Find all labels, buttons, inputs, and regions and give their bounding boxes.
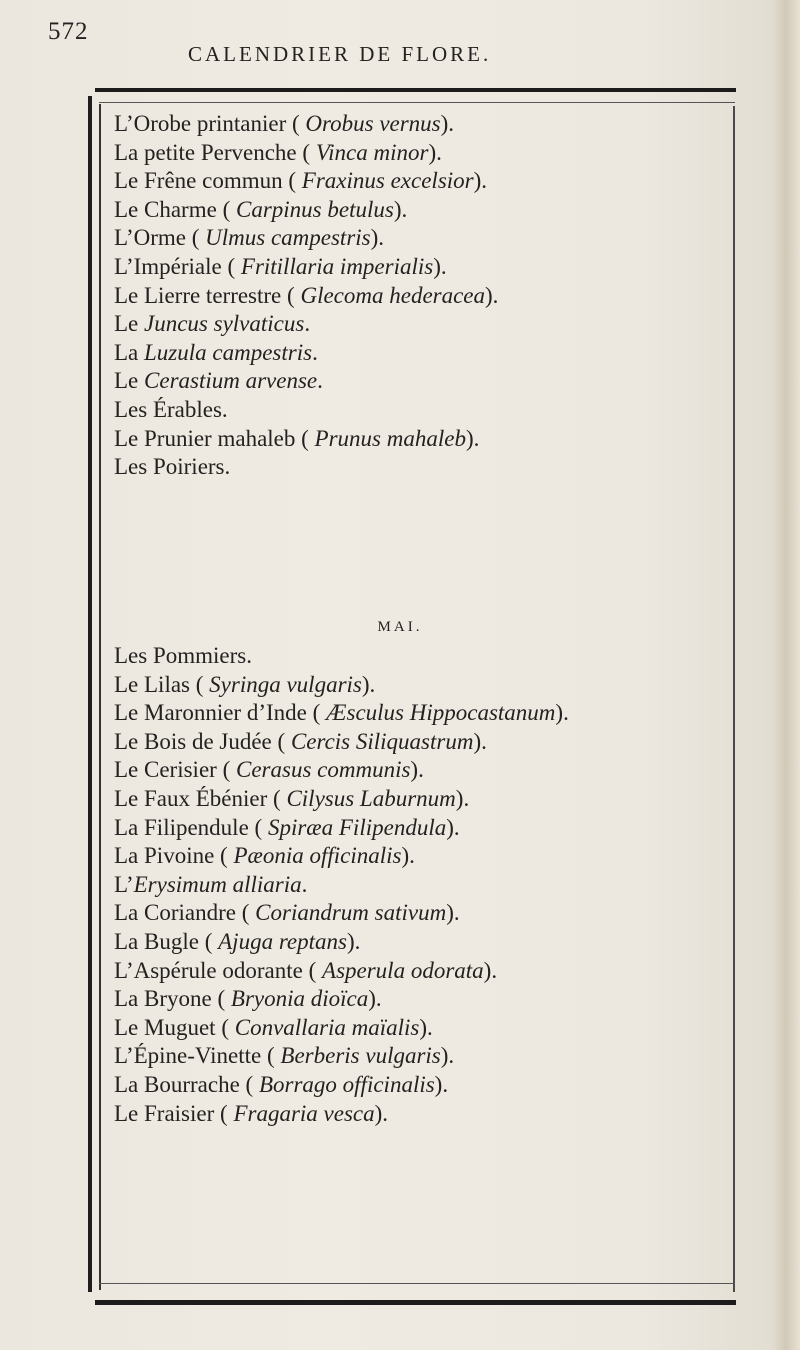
plant-entry: Le Charme ( Carpinus betulus). (114, 196, 408, 222)
entry-punctuation: ). (446, 900, 460, 926)
latin-name: Prunus mahaleb (314, 425, 466, 451)
plant-entry (114, 310, 498, 339)
common-name: La Filipendule (114, 814, 249, 840)
plant-entry: Le Frêne commun ( Fraxinus excelsior). (114, 168, 488, 194)
latin-name: Bryonia dioïca (230, 986, 369, 1012)
latin-name: Carpinus betulus (236, 196, 394, 222)
frame-rule-left-inner (99, 104, 101, 1290)
common-name: La Bryone (114, 986, 212, 1012)
plant-entry: La Coriandre ( Coriandrum sativum). (114, 900, 460, 926)
common-name: Le Lilas (114, 671, 190, 697)
common-name: L’Orobe printanier (114, 111, 287, 136)
plant-entry (114, 453, 498, 482)
entry-punctuation: . (317, 368, 323, 394)
entry-punctuation: . (304, 311, 311, 337)
common-name: L’Impériale (114, 253, 222, 279)
common-name: Le Frêne commun (114, 168, 283, 194)
april-plant-list (114, 110, 498, 482)
plant-entry: Le Fraisier ( Fragaria vesca). (114, 1100, 389, 1126)
frame-rule-top-inner (99, 102, 735, 103)
latin-name: Fritillaria imperialis (240, 253, 434, 279)
latin-name: Luzula campestris (144, 339, 313, 365)
entry-punctuation: ). (433, 253, 447, 279)
plant-entry: Le Lilas ( Syringa vulgaris). (114, 671, 376, 697)
latin-name: Berberis vulgaris (280, 1043, 441, 1069)
plant-entry (114, 339, 498, 368)
latin-name: Pæonia officinalis (233, 843, 402, 869)
plant-entry: La petite Pervenche ( Vinca minor). (114, 139, 442, 165)
common-name: L’Aspérule odorante (114, 957, 303, 983)
entry-punctuation: ). (428, 139, 442, 165)
frame-rule-bottom-inner (99, 1283, 735, 1284)
latin-name: Cercis Siliquastrum (290, 728, 474, 754)
page-number: 572 (48, 18, 89, 45)
common-name: Le Muguet (114, 1014, 216, 1040)
entry-punctuation: ). (473, 728, 487, 754)
entry-punctuation: ). (401, 843, 415, 869)
plant-entry: L’Épine-Vinette ( Berberis vulgaris). (114, 1043, 455, 1069)
plant-entry: La Bourrache ( Borrago officinalis). (114, 1071, 449, 1097)
entry-punctuation: ). (393, 196, 408, 222)
latin-name: Spiræa Filipendula (267, 814, 447, 840)
plant-entry: La Bryone ( Bryonia dioïca). (114, 986, 382, 1012)
common-name: La Bourrache (114, 1071, 240, 1097)
common-name: Le Faux Ébénier (114, 785, 268, 811)
latin-name: Convallaria maïalis (234, 1014, 420, 1040)
entry-punctuation: ). (465, 425, 480, 451)
common-name: Le Cerisier (114, 757, 217, 783)
latin-name: Orobus vernus (305, 111, 441, 136)
entry-punctuation: ). (410, 757, 424, 783)
plant-entry: Le Prunier mahaleb ( Prunus mahaleb). (114, 425, 480, 451)
entry-punctuation: ). (370, 225, 385, 251)
common-name: Le Maronnier d’Inde (114, 700, 307, 726)
latin-name: Ajuga reptans (218, 928, 347, 954)
entry-punctuation: ). (434, 1071, 449, 1097)
common-name: La (114, 339, 139, 365)
entry-punctuation: ). (455, 785, 470, 811)
latin-name: Fraxinus excelsior (301, 168, 474, 194)
common-name: L’ (114, 871, 134, 897)
latin-name: Glecoma hederacea (300, 282, 486, 308)
plant-entry: L’Orme ( Ulmus campestris). (114, 225, 385, 251)
month-heading-may: MAI. (377, 619, 423, 635)
plant-entry: Le Maronnier d’Inde ( Æsculus Hippocastanum). (114, 700, 569, 726)
plant-entry: La Bugle ( Ajuga reptans). (114, 928, 361, 954)
latin-name: Erysimum alliaria (133, 871, 302, 897)
common-name: La Bugle (114, 928, 199, 954)
plant-entry: Le Faux Ébénier ( Cilysus Laburnum). (114, 785, 470, 811)
entry-punctuation: ). (473, 168, 488, 194)
common-name: Le Lierre terrestre (114, 282, 282, 308)
plant-entry: Le Lierre terrestre ( Glecoma hederacea). (114, 282, 499, 308)
plant-entry: La Filipendule ( Spiræa Filipendula). (114, 814, 460, 840)
entry-punctuation: ). (485, 282, 499, 308)
plant-entry: Le Bois de Judée ( Cercis Siliquastrum). (114, 728, 487, 754)
latin-name: Cerasus communis (236, 757, 411, 783)
common-name: La petite Pervenche (114, 139, 297, 165)
entry-punctuation: ). (555, 700, 569, 726)
common-name: Le (114, 311, 139, 337)
entry-punctuation: ). (446, 814, 460, 840)
entry-punctuation: ). (483, 957, 498, 983)
common-name: L’Orme (114, 225, 186, 251)
plant-entry: L’Impériale ( Fritillaria imperialis). (114, 253, 447, 279)
entry-punctuation: ). (346, 928, 361, 954)
entry-punctuation: . (312, 339, 318, 365)
entry-punctuation: . (301, 871, 308, 897)
entry-punctuation: ). (440, 1043, 455, 1069)
latin-name: Ulmus campestris (205, 225, 371, 251)
latin-name: Coriandrum sativum (255, 900, 447, 926)
may-plant-list (114, 642, 569, 1128)
plant-entry (114, 396, 498, 425)
common-name: Le Charme (114, 196, 217, 222)
entry-punctuation: ). (440, 111, 455, 136)
latin-name: Syringa vulgaris (209, 671, 362, 697)
latin-name: Cilysus Laburnum (286, 785, 456, 811)
common-name: L’Épine-Vinette (114, 1043, 262, 1069)
latin-name: Juncus sylvaticus (144, 311, 305, 337)
page-gutter-shadow (774, 0, 800, 1350)
frame-rule-left-outer (88, 96, 92, 1292)
plant-entry (114, 871, 569, 900)
latin-name: Fragaria vesca (233, 1100, 375, 1126)
common-name: Le Fraisier (114, 1100, 215, 1126)
latin-name: Borrago officinalis (258, 1071, 435, 1097)
common-name: Le Prunier mahaleb (114, 425, 296, 451)
plant-entry (114, 642, 569, 671)
frame-rule-right (733, 106, 735, 1292)
entry-punctuation: ). (361, 671, 376, 697)
plant-entry: L’Aspérule odorante ( Asperula odorata). (114, 957, 498, 983)
latin-name: Asperula odorata (322, 957, 484, 983)
entry-punctuation: ). (419, 1014, 433, 1040)
plant-entry (114, 367, 498, 396)
entry-punctuation: ). (374, 1100, 389, 1126)
common-name: Les Poiriers. (114, 454, 231, 480)
plant-entry: Le Muguet ( Convallaria maïalis). (114, 1014, 433, 1040)
common-name: Les Pommiers. (114, 643, 252, 668)
common-name: La Coriandre (114, 900, 236, 926)
plant-entry: La Pivoine ( Pæonia officinalis). (114, 843, 415, 869)
plant-entry: L’Orobe printanier ( Orobus vernus). (114, 111, 455, 136)
entry-punctuation: ). (368, 986, 382, 1012)
common-name: La Pivoine (114, 843, 215, 869)
latin-name: Æsculus Hippocastanum (326, 700, 556, 726)
common-name: Les Érables. (114, 396, 228, 422)
common-name: Le Bois de Judée (114, 728, 272, 754)
plant-entry: Le Cerisier ( Cerasus communis). (114, 757, 424, 783)
latin-name: Cerastium arvense (144, 368, 318, 394)
running-head: CALENDRIER DE FLORE. (188, 42, 492, 66)
latin-name: Vinca minor (315, 139, 429, 165)
common-name: Le (114, 368, 139, 394)
